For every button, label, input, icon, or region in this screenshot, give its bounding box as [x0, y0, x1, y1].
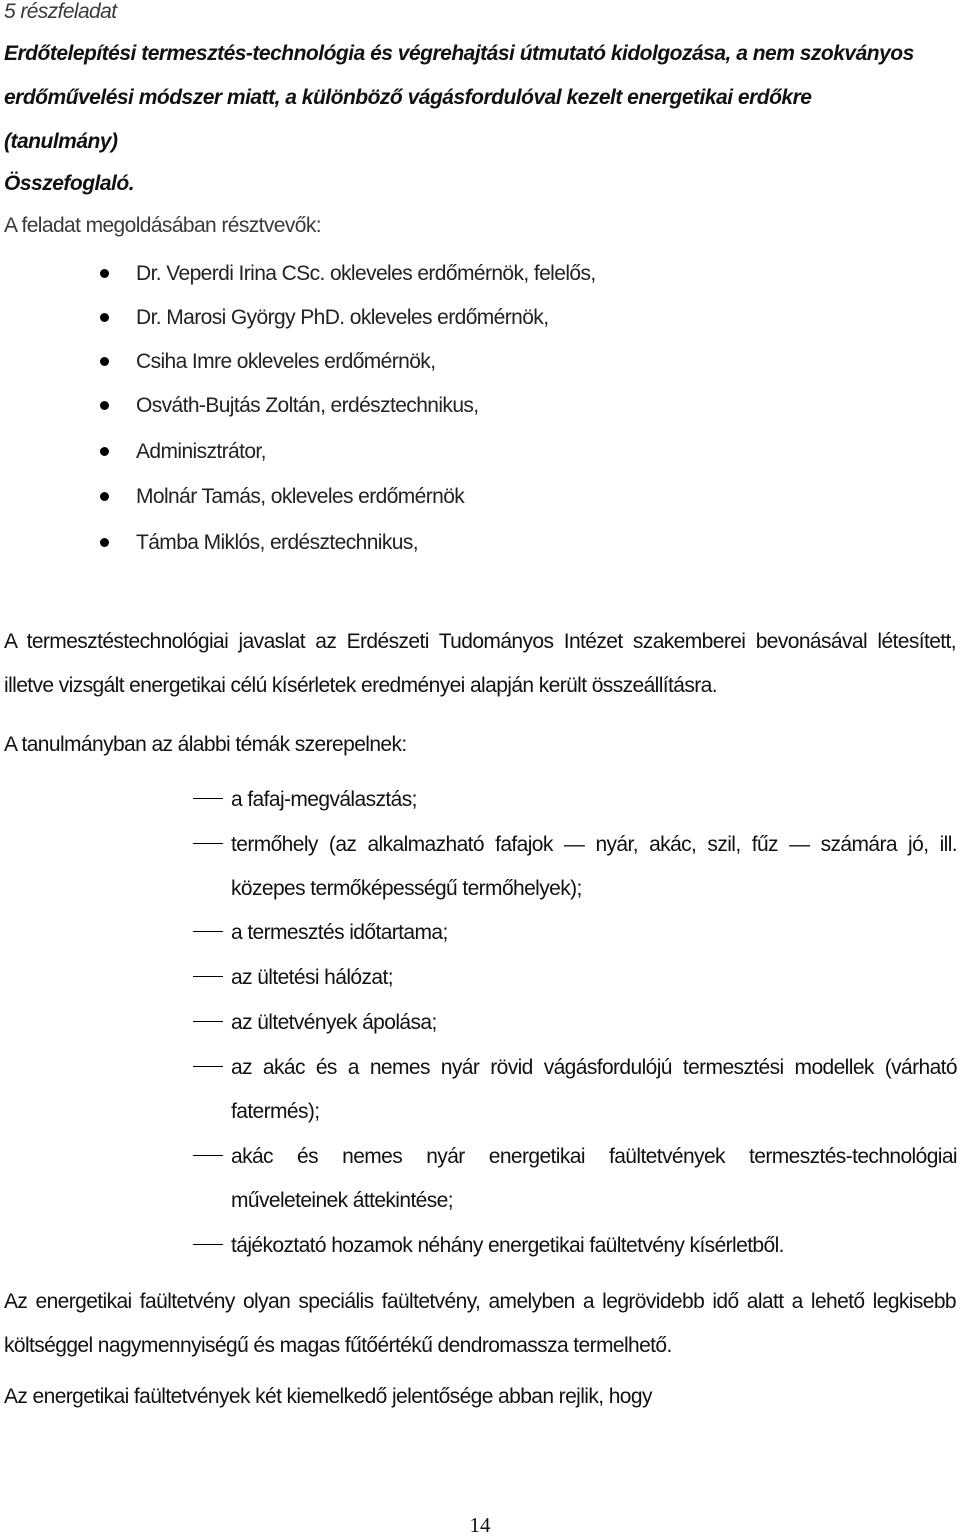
significance-line: Az energetikai faültetvények két kiemelkedő jelentősége abban rejlik, hogy: [4, 1385, 652, 1408]
topic-text: a fafaj-megválasztás;: [231, 788, 417, 811]
topics-intro: A tanulmányban az álabbi témák szerepelnek:: [4, 733, 407, 756]
topic-item: [193, 778, 957, 822]
participant-name: Osváth-Bujtás Zoltán, erdésztechnikus,: [136, 394, 479, 417]
participant-name: Csiha Imre okleveles erdőmérnök,: [136, 350, 436, 373]
topic-text: az ültetvények ápolása;: [231, 1011, 437, 1034]
topic-item: [193, 1135, 957, 1223]
title-line-2: erdőművelési módszer miatt, a különböző vágásfordulóval kezelt energetikai erdőkre: [4, 86, 812, 109]
dash-icon: [193, 1066, 223, 1067]
topic-text: az ültetési hálózat;: [231, 966, 393, 989]
topic-text: tájékoztató hozamok néhány energetikai faültetvény kísérletből.: [231, 1234, 784, 1257]
participant-name: Molnár Tamás, okleveles erdőmérnök: [136, 485, 465, 508]
dash-icon: [193, 843, 223, 844]
summary-label: Összefoglaló.: [4, 172, 135, 195]
page-number: 14: [469, 1513, 491, 1537]
participant-name: Dr. Marosi György PhD. okleveles erdőmérnök,: [136, 306, 549, 329]
topic-text: az akác és a nemes nyár rövid vágásfordulójú termesztési modellek (várható fatermés);: [231, 1056, 957, 1123]
bullet-icon: [100, 492, 109, 501]
topic-text: akác és nemes nyár energetikai faültetvények termesztés-technológiai műveleteinek áttekintése;: [231, 1145, 957, 1212]
topic-item: [193, 911, 957, 955]
task-label: 5 részfeladat: [4, 0, 117, 23]
dash-icon: [193, 1155, 223, 1156]
title-line-3: (tanulmány): [4, 130, 118, 153]
dash-icon: [193, 1244, 223, 1245]
participant-name: Támba Miklós, erdésztechnikus,: [136, 531, 418, 554]
topic-item: [193, 1046, 957, 1134]
dash-icon: [193, 798, 223, 799]
title-line-1: Erdőtelepítési termesztés-technológia és végrehajtási útmutató kidolgozása, a nem szokványos: [4, 42, 914, 65]
bullet-icon: [100, 538, 109, 547]
participant-name: Adminisztrátor,: [136, 440, 266, 463]
bullet-icon: [100, 313, 109, 322]
topic-item: [193, 1001, 957, 1045]
bullet-icon: [100, 269, 109, 278]
topic-item: [193, 823, 957, 911]
dash-icon: [193, 1021, 223, 1022]
participant-name: Dr. Veperdi Irina CSc. okleveles erdőmérnök, felelős,: [136, 262, 596, 285]
dash-icon: [193, 976, 223, 977]
bullet-icon: [100, 401, 109, 410]
dash-icon: [193, 931, 223, 932]
intro-paragraph: A termesztéstechnológiai javaslat az Erdészeti Tudományos Intézet szakemberei bevonásával létesített, illetve vizsgált energetikai célú kísérletek eredményei alapján került összeállításra.: [4, 630, 956, 697]
topic-text: termőhely (az alkalmazható fafajok ― nyár, akác, szil, fűz ― számára jó, ill. közepes termőképességű termőhelyek);: [231, 833, 957, 900]
bullet-icon: [100, 447, 109, 456]
definition-paragraph: Az energetikai faültetvény olyan speciális faültetvény, amelyben a legrövidebb idő alatt a lehető legkisebb költséggel nagymennyiségű és magas fűtőértékű dendromassza termelhető.: [4, 1290, 956, 1357]
topic-text: a termesztés időtartama;: [231, 921, 448, 944]
topic-item: [193, 1224, 957, 1268]
topic-item: [193, 956, 957, 1000]
bullet-icon: [100, 357, 109, 366]
participants-intro: A feladat megoldásában résztvevők:: [4, 214, 321, 237]
